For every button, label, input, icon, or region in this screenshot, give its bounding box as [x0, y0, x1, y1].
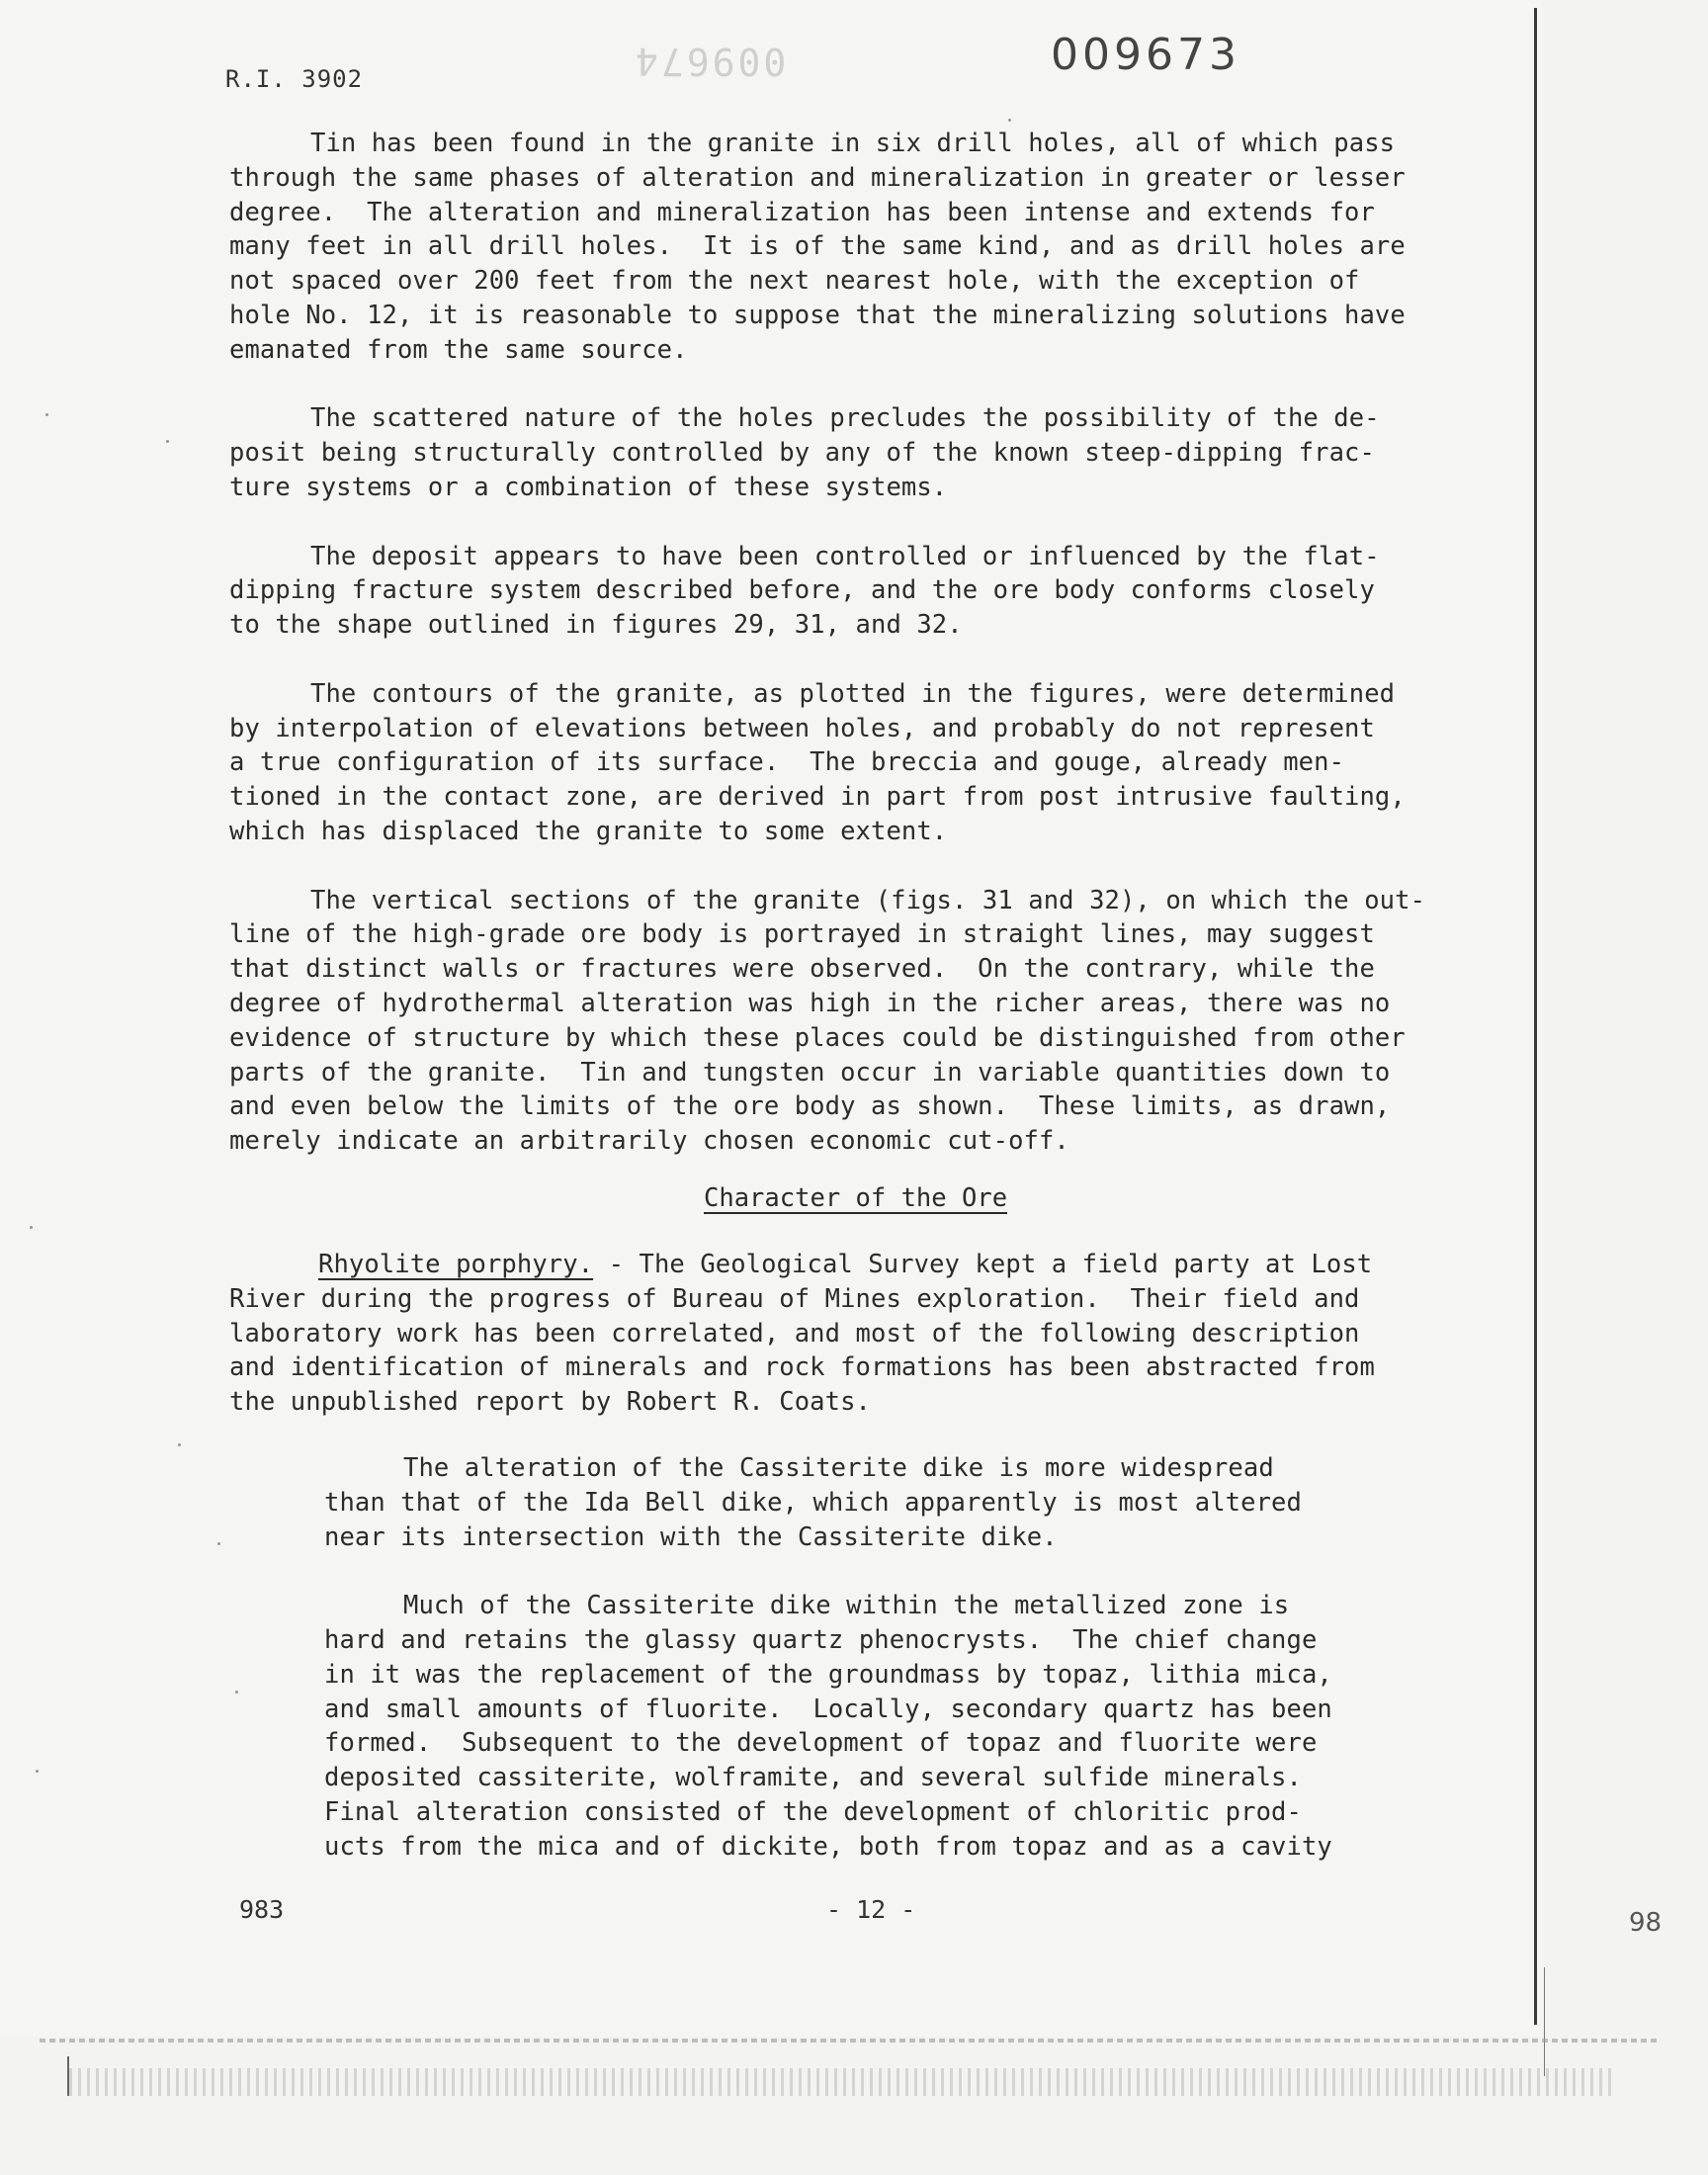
page-number: - 12 - — [826, 1895, 916, 1924]
page-corner-mark — [67, 2056, 69, 2096]
main-text — [229, 127, 1514, 1193]
quoted-paragraph: The alteration of the Cassiterite dike is more widespread than that of the Ida Bell dike, which apparently is most altered near its intersection with the Cassiterite dike. — [324, 1453, 1302, 1552]
page-bottom-edge — [40, 2039, 1661, 2043]
section-heading: Character of the Ore — [704, 1183, 1008, 1213]
paragraph: The deposit appears to have been controlled or influenced by the flat- dipping fracture system described before, and the ore body conforms closely to the shape outlined in figures 29, 31, and 32. — [229, 541, 1380, 641]
scan-speck — [166, 440, 169, 443]
rhyolite-label: Rhyolite porphyry. — [318, 1250, 594, 1279]
report-label: R.I. 3902 — [225, 65, 364, 93]
paragraph — [229, 1248, 1514, 1420]
paragraph: The contours of the granite, as plotted in the figures, were determined by interpolation of elevations between holes, and probably do not represent a true configuration of its surface. The breccia and gouge, already men- tioned in the contact zone, are derived in part from post intrusive faulting, which has displaced the granite to some extent. — [229, 678, 1406, 846]
faint-document-number: 009674 — [633, 40, 787, 83]
scan-speck — [1008, 119, 1011, 122]
page-edge-line — [1544, 1967, 1545, 2076]
footer-left-number: 983 — [239, 1895, 285, 1924]
rhyolite-section — [229, 1248, 1514, 1454]
rhyolite-text: - The Geological Survey kept a field party at Lost River during the progress of Bureau of Mines exploration. Their field and laboratory work has been correlated, and most of the following description and identification of minerals and rock formations has been abstracted from the unpublished report by Robert R. Coats. — [229, 1250, 1375, 1418]
quoted-excerpt — [324, 1451, 1510, 1898]
scan-speck — [45, 413, 48, 416]
paragraph: The vertical sections of the granite (figs. 31 and 32), on which the out- line of the high-grade ore body is portrayed in straight lines, may suggest that distinct walls or fractures were observed. On the contrary, while the degree of hydrothermal alteration was high in the richer areas, there was no evidence of structure by which these places could be distinguished from other parts of the granite. Tin and tungsten occur in variable quantities down to and even below the limits of the ore body as shown. These limits, as drawn, merely indicate an arbitrarily chosen economic cut-off. — [229, 885, 1426, 1157]
page-right-border — [1534, 8, 1537, 2025]
scan-speck — [217, 1542, 220, 1545]
scan-noise-strip — [69, 2068, 1611, 2096]
scan-speck — [36, 1770, 39, 1773]
scan-speck — [30, 1226, 33, 1229]
document-number: 009673 — [1051, 30, 1240, 80]
paragraph: Tin has been found in the granite in six drill holes, all of which pass through the same phases of alteration and mineralization in greater or lesser degree. The alteration and mineralization has been intense and extends for many feet in all drill holes. It is of the same kind, and as drill holes are not spaced over 200 feet from the next nearest hole, with the exception of hole No. 12, it is reasonable to suppose that the mineralizing solutions have emanated from the same source. — [229, 129, 1406, 365]
margin-number: 98 — [1629, 1908, 1663, 1938]
scan-speck — [235, 1691, 238, 1694]
paragraph: The scattered nature of the holes precludes the possibility of the de- posit being structurally controlled by any of the known steep-dipping frac- ture systems or a combination of these systems. — [229, 403, 1380, 502]
quoted-paragraph: Much of the Cassiterite dike within the metallized zone is hard and retains the glassy quartz phenocrysts. The chief change in it was the replacement of the groundmass by topaz, lithia mica, and small amounts of fluorite. Locally, secondary quartz has been formed. Subsequent to the development of topaz and fluorite were deposited cassiterite, wolframite, and several sulfide minerals. Final alteration consisted of the development of chloritic prod- ucts from the mica and of dickite, both from topaz and as a cavity — [324, 1591, 1332, 1862]
scan-speck — [178, 1443, 181, 1446]
